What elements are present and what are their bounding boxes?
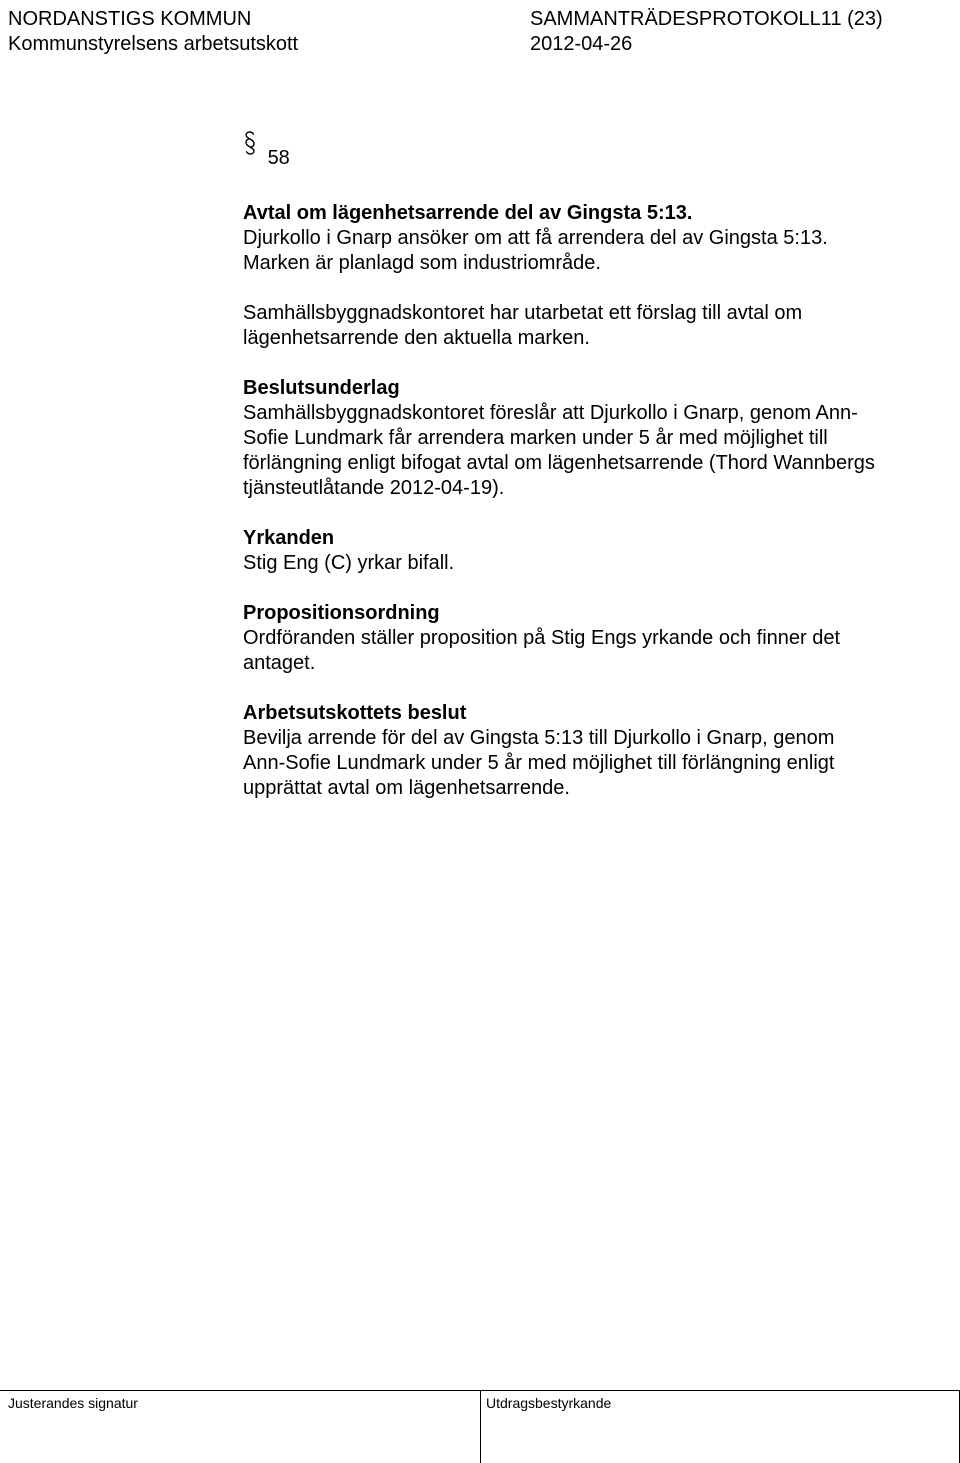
section-title: Avtal om lägenhetsarrende del av Gingsta 5:13.	[243, 202, 693, 224]
office-line: Samhällsbyggnadskontoret har utarbetat ett förslag till avtal om	[243, 302, 803, 324]
propositionsordning-line: Ordföranden ställer proposition på Stig Engs yrkande och finner det	[243, 627, 841, 649]
propositionsordning-heading: Propositionsordning	[243, 602, 440, 624]
paragraph-number: 58	[267, 147, 290, 169]
beslut-line: Bevilja arrende för del av Gingsta 5:13 till Djurkollo i Gnarp, genom	[243, 727, 835, 749]
beslutsunderlag-line: tjänsteutlåtande 2012-04-19).	[243, 477, 505, 499]
beslut-line: upprättat avtal om lägenhetsarrende.	[243, 777, 570, 799]
intro-line: Djurkollo i Gnarp ansöker om att få arrendera del av Gingsta 5:13.	[243, 227, 828, 249]
yrkanden-heading: Yrkanden	[243, 527, 335, 549]
propositionsordning-line: antaget.	[243, 652, 316, 674]
section-sign-icon	[243, 143, 263, 165]
intro-line: Marken är planlagd som industriområde.	[243, 252, 601, 274]
protocol-title: SAMMANTRÄDESPROTOKOLL11 (23)	[530, 8, 883, 30]
beslut-heading: Arbetsutskottets beslut	[243, 702, 467, 724]
office-line: lägenhetsarrende den aktuella marken.	[243, 327, 590, 349]
organization-name: NORDANSTIGS KOMMUN	[8, 8, 252, 30]
beslutsunderlag-line: förlängning enligt bifogat avtal om lägenhetsarrende (Thord Wannbergs	[243, 452, 875, 474]
beslutsunderlag-line: Samhällsbyggnadskontoret föreslår att Djurkollo i Gnarp, genom Ann-	[243, 402, 858, 424]
beslutsunderlag-line: Sofie Lundmark får arrendera marken under 5 år med möjlighet till	[243, 427, 828, 449]
meeting-date: 2012-04-26	[530, 33, 633, 55]
protocol-body	[243, 201, 953, 801]
beslutsunderlag-heading: Beslutsunderlag	[243, 377, 400, 399]
footer-divider	[480, 1390, 481, 1463]
signature-label: Justerandes signatur	[8, 1395, 138, 1411]
extract-label: Utdragsbestyrkande	[486, 1395, 612, 1411]
beslut-line: Ann-Sofie Lundmark under 5 år med möjlighet till förlängning enligt	[243, 752, 835, 774]
paragraph-heading	[243, 140, 290, 168]
yrkanden-text: Stig Eng (C) yrkar bifall.	[243, 552, 455, 574]
committee-name: Kommunstyrelsens arbetsutskott	[8, 33, 299, 55]
